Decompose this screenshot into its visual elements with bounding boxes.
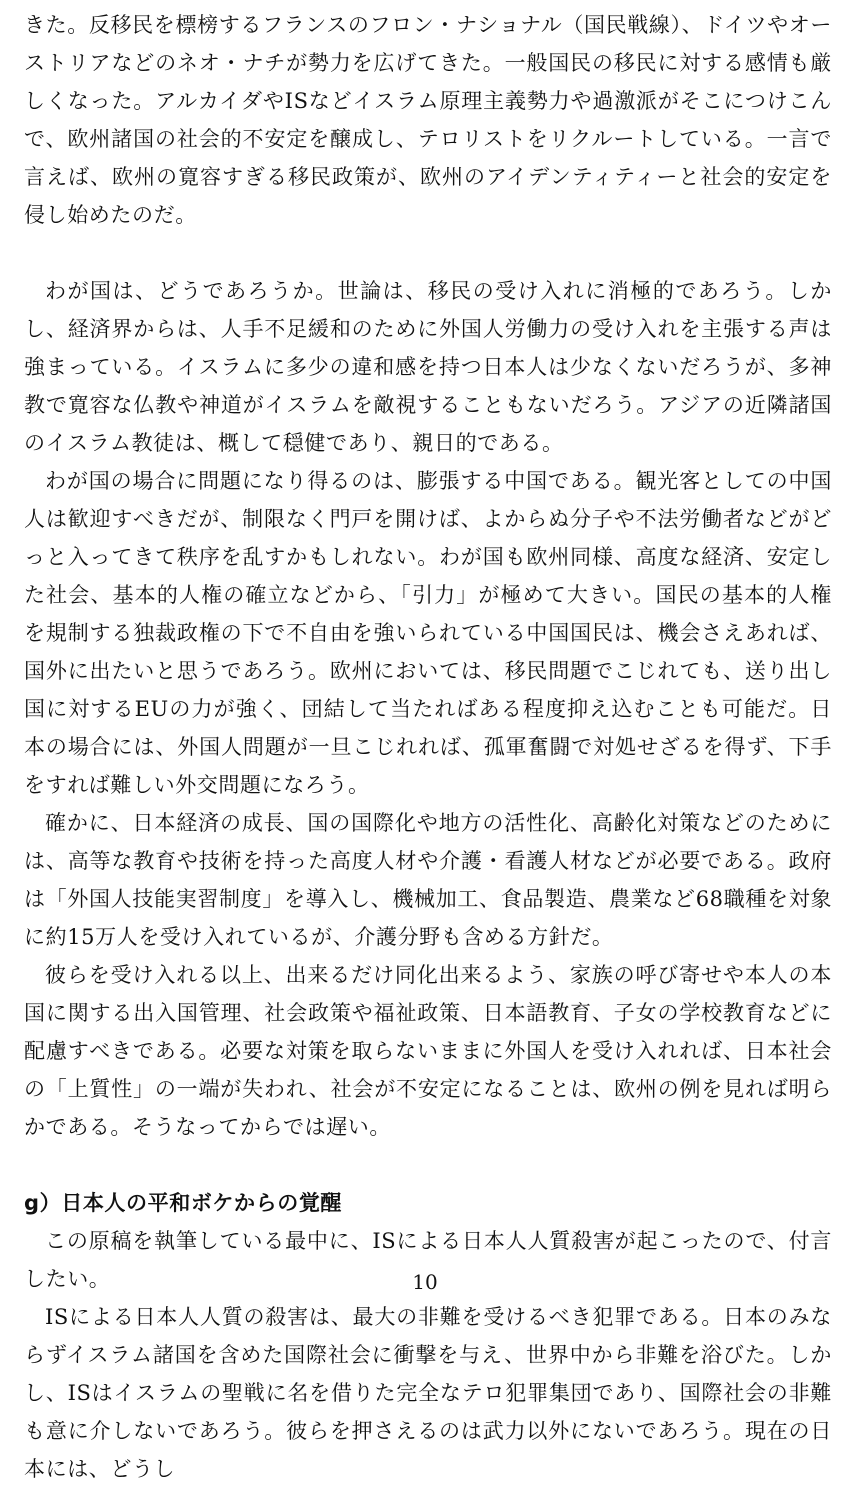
paragraph-spacer xyxy=(24,234,832,272)
body-text xyxy=(24,6,832,1488)
paragraph-4: 確かに、日本経済の成長、国の国際化や地方の活性化、高齢化対策などのためには、高等な教育や技術を持った高度人材や介護・看護人材などが必要である。政府は「外国人技能実習制度」を導入し、機械加工、食品製造、農業など68職種を対象に約15万人を受け入れているが、介護分野も含める方針だ。 xyxy=(24,811,832,949)
paragraph-7: ISによる日本人人質の殺害は、最大の非難を受けるべき犯罪である。日本のみならずイスラム諸国を含めた国際社会に衝撃を与え、世界中から非難を浴びた。しかし、ISはイスラムの聖戦に名を借りた完全なテロ犯罪集団であり、国際社会の非難も意に介しないであろう。彼らを押さえるのは武力以外にないであろう。現在の日本には、どうし xyxy=(24,1305,832,1481)
paragraph-1: きた。反移民を標榜するフランスのフロン・ナショナル（国民戦線）、ドイツやオーストリアなどのネオ・ナチが勢力を広げてきた。一般国民の移民に対する感情も厳しくなった。アルカイダやISなどイスラム原理主義勢力や過激派がそこにつけこんで、欧州諸国の社会的不安定を醸成し、テロリストをリクルートしている。一言で言えば、欧州の寛容すぎる移民政策が、欧州のアイデンティティーと社会的安定を侵し始めたのだ。 xyxy=(24,13,832,227)
paragraph-6: この原稿を執筆している最中に、ISによる日本人人質殺害が起こったので、付言したい。 xyxy=(24,1229,832,1291)
paragraph-3: わが国の場合に問題になり得るのは、膨張する中国である。観光客としての中国人は歓迎すべきだが、制限なく門戸を開けば、よからぬ分子や不法労働者などがどっと入ってきて秩序を乱すかもしれない。わが国も欧州同様、高度な経済、安定した社会、基本的人権の確立などから、「引力」が極めて大きい。国民の基本的人権を規制する独裁政権の下で不自由を強いられている中国国民は、機会さえあれば、国外に出たいと思うであろう。欧州においては、移民問題でこじれても、送り出し国に対するEUの力が強く、団結して当たればある程度抑え込むことも可能だ。日本の場合には、外国人問題が一旦こじれれば、孤軍奮闘で対処せざるを得ず、下手をすれば難しい外交問題になろう。 xyxy=(24,469,832,797)
paragraph-5: 彼らを受け入れる以上、出来るだけ同化出来るよう、家族の呼び寄せや本人の本国に関する出入国管理、社会政策や福祉政策、日本語教育、子女の学校教育などに配慮すべきである。必要な対策を取らないままに外国人を受け入れれば、日本社会の「上質性」の一端が失われ、社会が不安定になることは、欧州の例を見れば明らかである。そうなってからでは遅い。 xyxy=(24,963,832,1139)
paragraph-2: わが国は、どうであろうか。世論は、移民の受け入れに消極的であろう。しかし、経済界からは、人手不足緩和のために外国人労働力の受け入れを主張する声は強まっている。イスラムに多少の違和感を持つ日本人は少なくないだろうが、多神教で寛容な仏教や神道がイスラムを敵視することもないだろう。アジアの近隣諸国のイスラム教徒は、概して穏健であり、親日的である。 xyxy=(24,279,832,455)
page-number: 10 xyxy=(412,1270,438,1294)
section-heading: g）日本人の平和ボケからの覚醒 xyxy=(24,1191,343,1215)
paragraph-spacer xyxy=(24,1146,832,1184)
